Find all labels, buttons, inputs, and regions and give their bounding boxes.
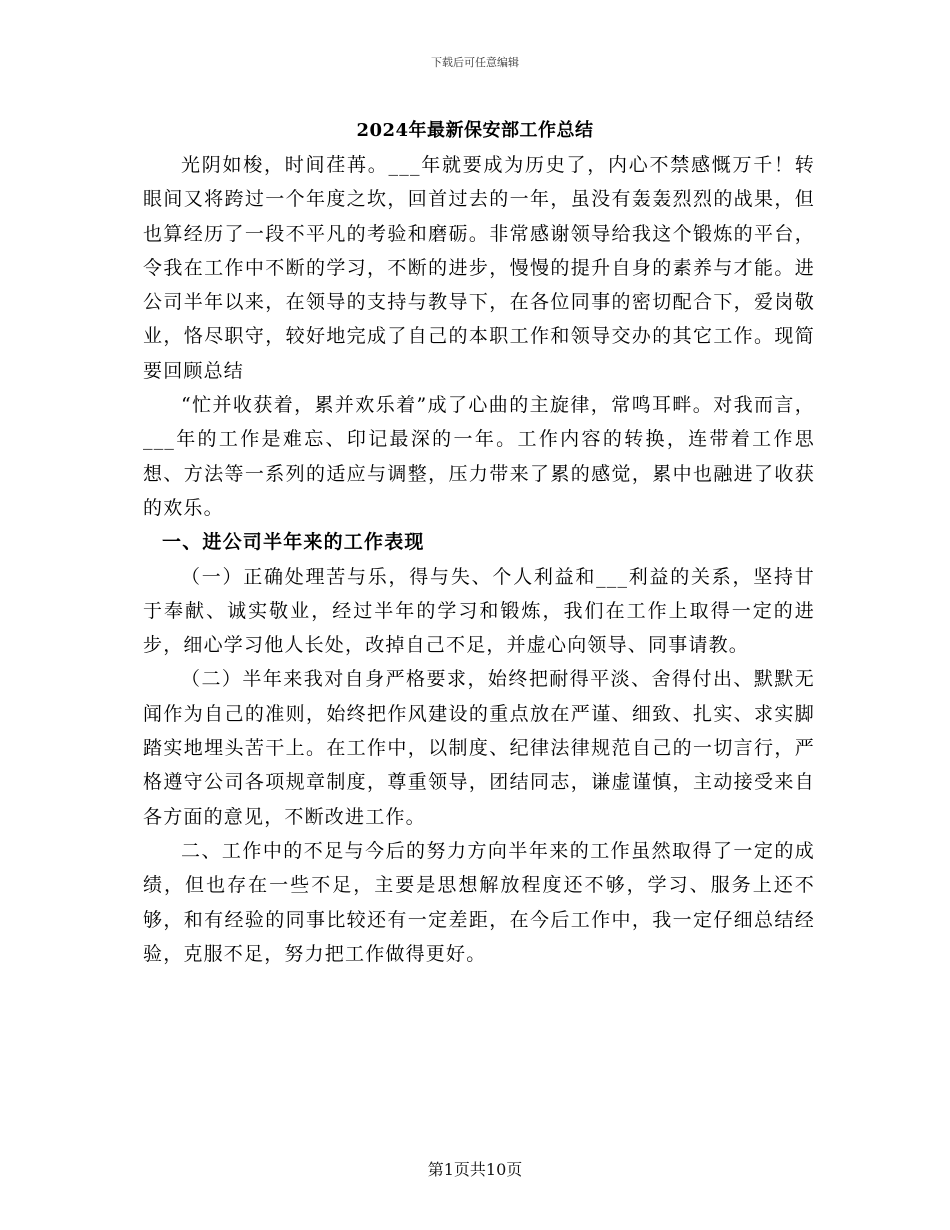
intro-paragraph: 光阴如梭，时间荏苒。___年就要成为历史了，内心不禁感慨万千！转眼间又将跨过一个年度之坎，回首过去的一年，虽没有轰轰烈烈的战果，但也算经历了一段不平凡的考验和磨砺。非常感谢领导给我这个锻炼的平台，令我在工作中不断的学习，不断的进步，慢慢的提升自身的素养与才能。进公司半年以来，在领导的支持与教导下，在各位同事的密切配合下，爱岗敬业，恪尽职守，较好地完成了自己的本职工作和领导交办的其它工作。现简要回顾总结 <box>143 154 815 382</box>
document-body <box>143 148 815 971</box>
header-note: 下载后可任意编辑 <box>431 56 519 69</box>
document-title: 2024年最新保安部工作总结 <box>356 120 594 141</box>
section-item-1: （一）正确处理苦与乐，得与失、个人利益和___利益的关系，坚持甘于奉献、诚实敬业，经过半年的学习和锻炼，我们在工作上取得一定的进步，细心学习他人长处，改掉自己不足，并虚心向领导、同事请教。 <box>143 565 815 657</box>
shortcomings-paragraph: 二、工作中的不足与今后的努力方向半年来的工作虽然取得了一定的成绩，但也存在一些不足，主要是思想解放程度还不够，学习、服务上还不够，和有经验的同事比较还有一定差距，在今后工作中，我一定仔细总结经验，克服不足，努力把工作做得更好。 <box>143 839 815 965</box>
section-item-2: （二）半年来我对自身严格要求，始终把耐得平淡、舍得付出、默默无闻作为自己的准则，始终把作风建设的重点放在严谨、细致、扎实、求实脚踏实地埋头苦干上。在工作中，以制度、纪律法律规范自己的一切言行，严格遵守公司各项规章制度，尊重领导，团结同志，谦虚谨慎，主动接受来自各方面的意见，不断改进工作。 <box>143 668 815 828</box>
section-heading: 一、进公司半年来的工作表现 <box>162 531 425 554</box>
reflection-paragraph: “忙并收获着，累并欢乐着”成了心曲的主旋律，常鸣耳畔。对我而言，___年的工作是难忘、印记最深的一年。工作内容的转换，连带着工作思想、方法等一系列的适应与调整，压力带来了累的感觉，累中也融进了收获的欢乐。 <box>143 394 815 519</box>
page-number-footer: 第1页共10页 <box>427 1160 523 1179</box>
